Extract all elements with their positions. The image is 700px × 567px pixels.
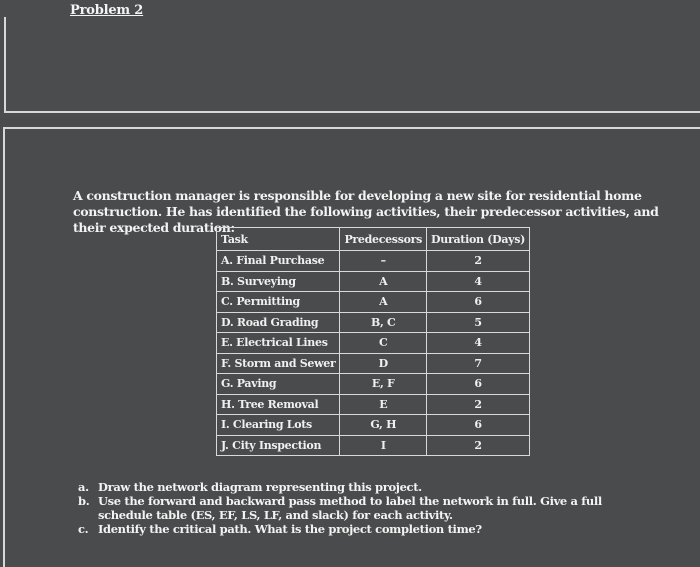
question-letter: b. <box>78 494 90 508</box>
task-cell: H. Tree Removal <box>217 394 340 415</box>
question-text: Draw the network diagram representing this project. <box>98 480 422 494</box>
table-row <box>217 333 530 354</box>
predecessor-cell: I <box>340 435 427 456</box>
predecessor-cell: A <box>340 292 427 313</box>
task-cell: B. Surveying <box>217 271 340 292</box>
task-cell: C. Permitting <box>217 292 340 313</box>
task-cell: D. Road Grading <box>217 312 340 333</box>
table-row <box>217 271 530 292</box>
table-row <box>217 292 530 313</box>
problem-title: Problem 2 <box>70 3 144 18</box>
table-row <box>217 312 530 333</box>
duration-cell: 7 <box>427 353 530 374</box>
task-cell: E. Electrical Lines <box>217 333 340 354</box>
question-c <box>78 522 658 536</box>
task-cell: A. Final Purchase <box>217 251 340 272</box>
header-task: Task <box>217 228 340 251</box>
task-cell: I. Clearing Lots <box>217 415 340 436</box>
header-predecessors: Predecessors <box>340 228 427 251</box>
duration-cell: 2 <box>427 435 530 456</box>
problem-intro: A construction manager is responsible for developing a new site for residential home construction. He has identified the following activities, their predecessor activities, and their expected duration: <box>73 188 659 235</box>
task-cell: J. City Inspection <box>217 435 340 456</box>
duration-cell: 4 <box>427 333 530 354</box>
duration-cell: 6 <box>427 374 530 395</box>
question-text: Use the forward and backward pass method to label the network in full. Give a full schedule table (ES, EF, LS, LF, and slack) for each activity. <box>98 494 602 522</box>
duration-cell: 4 <box>427 271 530 292</box>
question-letter: c. <box>78 522 89 536</box>
task-cell: G. Paving <box>217 374 340 395</box>
predecessor-cell: E <box>340 394 427 415</box>
question-a <box>78 480 658 494</box>
table-row <box>217 353 530 374</box>
table-row <box>217 415 530 436</box>
duration-cell: 6 <box>427 415 530 436</box>
predecessor-cell: D <box>340 353 427 374</box>
top-panel-frame <box>4 17 700 113</box>
predecessor-cell: – <box>340 251 427 272</box>
predecessor-cell: A <box>340 271 427 292</box>
question-text: Identify the critical path. What is the project completion time? <box>98 522 482 536</box>
predecessor-cell: C <box>340 333 427 354</box>
table-row <box>217 251 530 272</box>
duration-cell: 5 <box>427 312 530 333</box>
question-list <box>78 480 658 536</box>
table-row <box>217 435 530 456</box>
header-duration: Duration (Days) <box>427 228 530 251</box>
table-row <box>217 374 530 395</box>
question-b <box>78 494 658 522</box>
duration-cell: 2 <box>427 394 530 415</box>
predecessor-cell: B, C <box>340 312 427 333</box>
task-cell: F. Storm and Sewer <box>217 353 340 374</box>
predecessor-cell: G, H <box>340 415 427 436</box>
predecessor-cell: E, F <box>340 374 427 395</box>
table-row <box>217 394 530 415</box>
duration-cell: 6 <box>427 292 530 313</box>
duration-cell: 2 <box>427 251 530 272</box>
table-header-row <box>217 228 530 251</box>
activity-table <box>216 227 530 456</box>
question-letter: a. <box>78 480 89 494</box>
